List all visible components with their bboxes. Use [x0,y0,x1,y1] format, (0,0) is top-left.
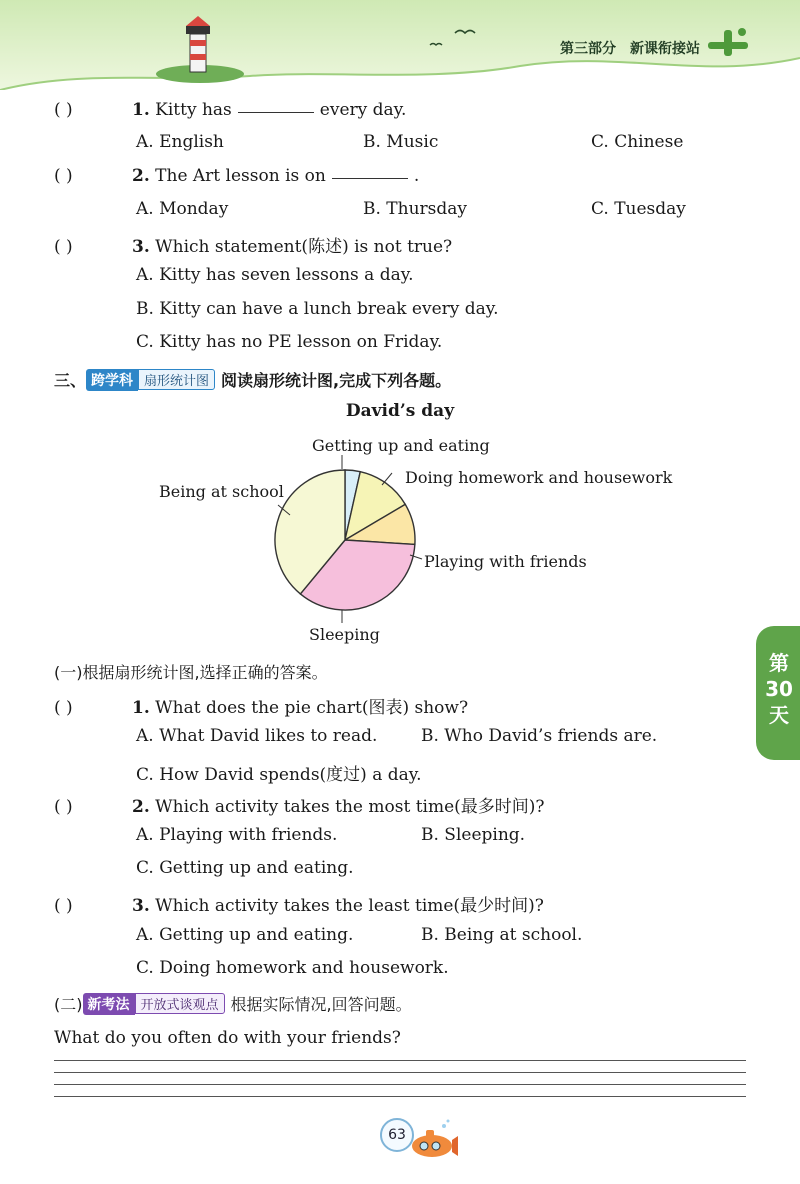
fill-blank[interactable] [332,178,408,179]
day-tab-suffix: 天 [769,703,789,727]
question-stem: Kitty has [155,100,232,120]
answer-line[interactable] [54,1084,746,1085]
section-3-heading [54,368,451,391]
question-stem: Which statement(陈述) is not true? [155,237,453,257]
tag-pie-chart: 扇形统计图 [138,369,215,390]
page-number: 63 [380,1118,414,1152]
answer-paren[interactable]: ( ) [54,797,73,817]
answer-line[interactable] [54,1060,746,1061]
question-stem: Which activity takes the least time(最少时间)? [155,896,544,916]
day-tab-prefix: 第 [769,651,789,675]
option-a: A. What David likes to read. [136,726,378,746]
header-section-title: 新课衔接站 [630,41,700,57]
section-prefix: 三、 [54,371,87,390]
option-c: C. How David spends(度过) a day. [136,765,422,785]
answer-paren[interactable]: ( ) [54,237,73,257]
option-b: B. Thursday [363,199,468,219]
chart-title: David’s day [345,401,455,421]
sub1-heading: (一)根据扇形统计图,选择正确的答案。 [54,663,328,682]
pie-label-school: Being at school [159,482,284,501]
option-b: B. Kitty can have a lunch break every day. [136,299,499,319]
sub1-question-2 [54,792,545,817]
tag-new-exam: 新考法 [83,993,135,1015]
question-number: 2. [132,797,150,817]
question-2 [54,166,419,186]
option-b: B. Who David’s friends are. [421,726,658,746]
question-stem-end: every day. [319,100,407,120]
question-stem: The Art lesson is on [155,166,326,186]
sub2-instruction: 根据实际情况,回答问题。 [230,995,412,1014]
option-b: B. Being at school. [421,925,583,945]
question-number: 2. [132,166,150,186]
option-b: B. Sleeping. [421,825,526,845]
answer-paren[interactable]: ( ) [54,100,73,120]
option-a: A. Playing with friends. [136,825,338,845]
fill-blank[interactable] [238,112,314,113]
option-c: C. Doing homework and housework. [136,958,449,978]
question-number: 3. [132,896,150,916]
option-c: C. Tuesday [591,199,686,219]
option-a: A. Kitty has seven lessons a day. [136,265,414,285]
header-part: 第三部分 [560,41,616,57]
pie-label-homework: Doing homework and housework [405,468,673,487]
tag-open-opinion: 开放式谈观点 [135,993,225,1014]
page-header [0,0,800,90]
question-number: 1. [132,698,150,718]
option-a: A. Monday [136,199,229,219]
option-c: C. Chinese [591,132,684,152]
question-3 [54,232,452,257]
answer-paren[interactable]: ( ) [54,166,73,186]
section-instruction: 阅读扇形统计图,完成下列各题。 [221,371,452,390]
sub2-heading [54,992,412,1015]
option-a: A. Getting up and eating. [136,925,354,945]
day-tab [756,626,800,760]
question-number: 1. [132,100,150,120]
option-a: A. English [136,132,224,152]
sub1-question-1 [54,693,468,718]
answer-line[interactable] [54,1096,746,1097]
open-question: What do you often do with your friends? [54,1028,401,1048]
tag-cross-subject: 跨学科 [86,369,138,391]
option-b: B. Music [363,132,439,152]
question-stem: Which activity takes the most time(最多时间)? [155,797,545,817]
answer-paren[interactable]: ( ) [54,698,73,718]
option-c: C. Kitty has no PE lesson on Friday. [136,332,443,352]
day-tab-number: 30 [765,677,793,701]
pie-label-playing: Playing with friends [424,552,587,571]
sub2-prefix: (二) [54,995,83,1014]
question-stem-end: . [413,166,420,186]
question-number: 3. [132,237,150,257]
option-c: C. Getting up and eating. [136,858,354,878]
answer-paren[interactable]: ( ) [54,896,73,916]
answer-line[interactable] [54,1072,746,1073]
question-stem: What does the pie chart(图表) show? [155,698,469,718]
header-title [560,38,714,58]
sub1-question-3 [54,891,544,916]
pie-label-sleeping: Sleeping [309,625,380,644]
submarine-icon [408,1118,460,1162]
question-1 [54,100,406,120]
pie-label-getting-up: Getting up and eating [312,436,490,455]
